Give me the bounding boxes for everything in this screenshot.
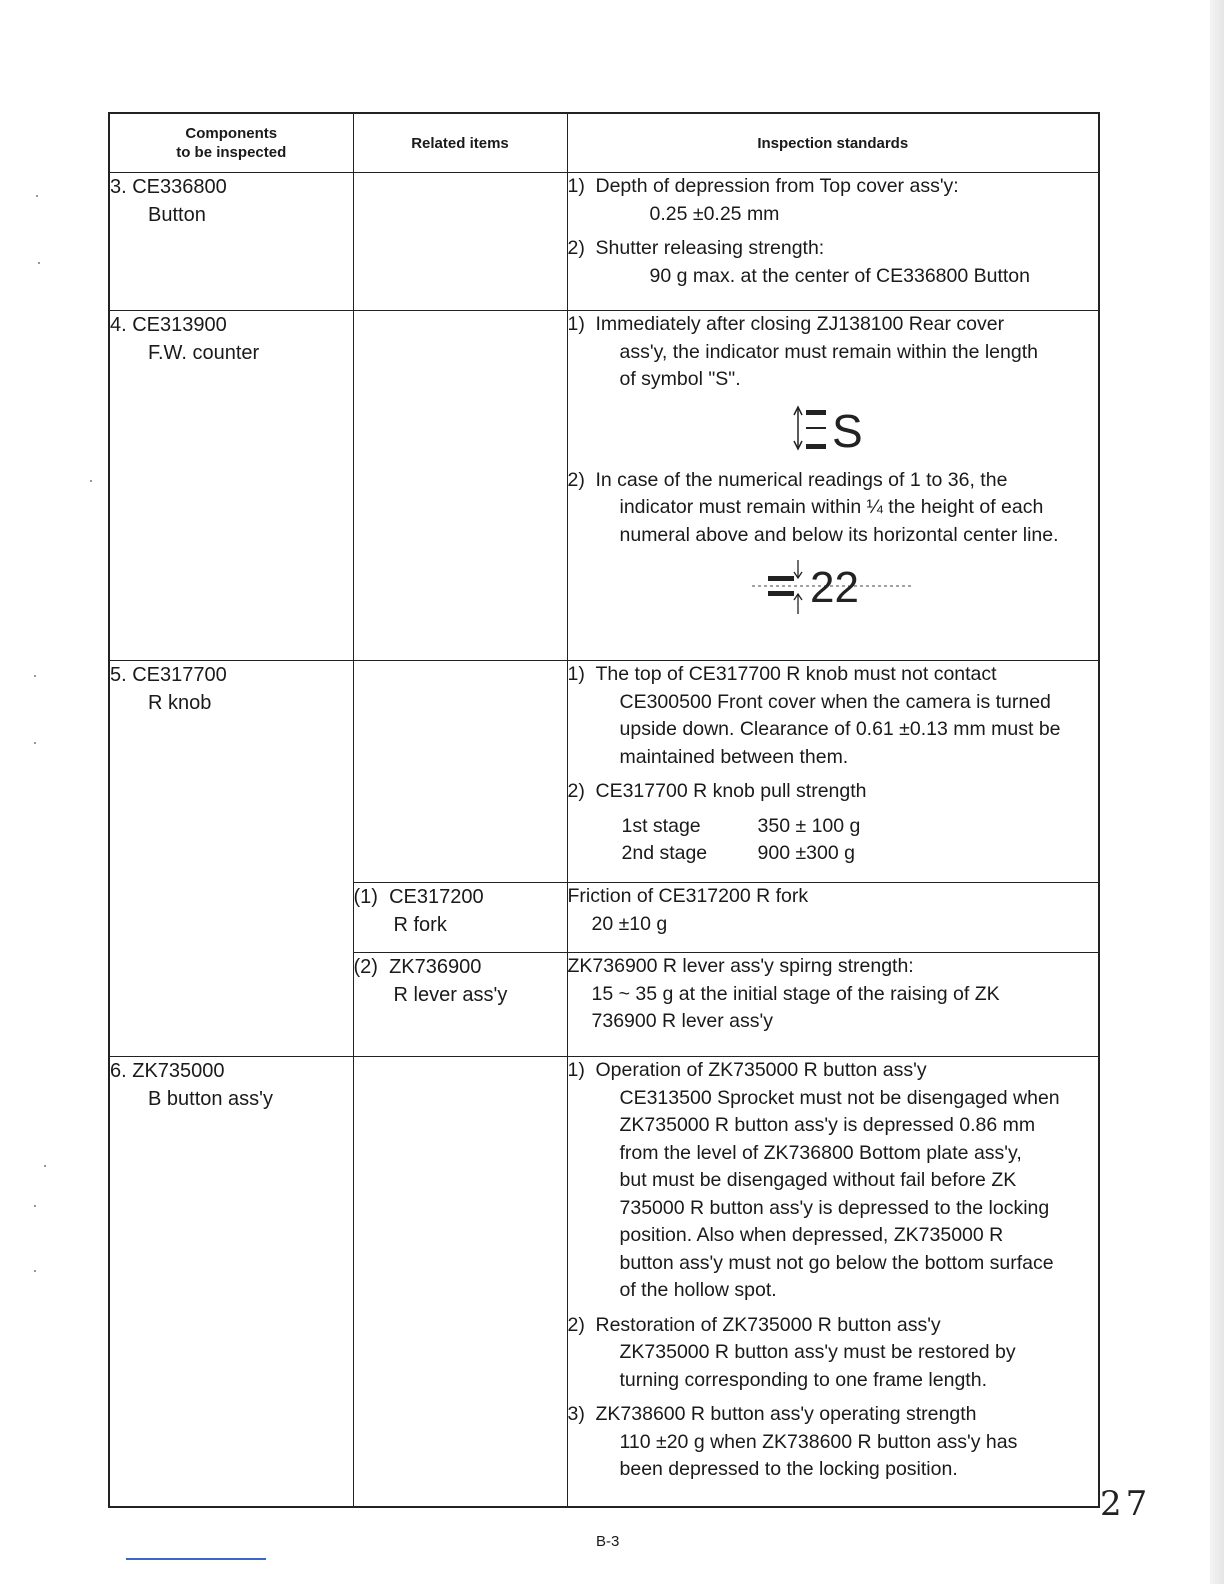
scan-speck xyxy=(34,1205,36,1207)
related-name: R lever ass'y xyxy=(393,984,508,1006)
item-text: ZK736900 R lever ass'y spirng strength: xyxy=(567,955,914,977)
standards-cell xyxy=(567,173,1099,311)
item-text: Immediately after closing ZJ138100 Rear cover xyxy=(595,313,1005,335)
standards-cell xyxy=(567,661,1099,883)
standard-item xyxy=(568,1312,1099,1395)
component-name: F.W. counter xyxy=(148,342,260,364)
item-text: ZK735000 R button ass'y must be restored by xyxy=(619,1341,1016,1363)
related-cell-empty xyxy=(353,173,567,311)
standard-item xyxy=(568,1401,1099,1484)
figure-numeral-indicator xyxy=(568,556,1099,618)
standard-item xyxy=(568,1057,1099,1305)
item-number: 1) xyxy=(567,663,585,685)
item-text: In case of the numerical readings of 1 to 36, the xyxy=(595,468,1008,491)
table-row xyxy=(109,661,1099,883)
item-number: 3) xyxy=(567,1403,585,1425)
standard-item xyxy=(568,778,1099,806)
standard-item xyxy=(568,311,1099,394)
component-name: R knob xyxy=(148,692,212,714)
header-components-line2: to be inspected xyxy=(176,144,287,161)
item-text: turning corresponding to one frame length. xyxy=(619,1368,987,1391)
scan-speck xyxy=(34,1270,36,1272)
standard-item xyxy=(568,173,1099,228)
item-value: 90 g max. at the center of CE336800 Button xyxy=(649,264,1030,287)
item-value: 0.25 ±0.25 mm xyxy=(649,202,780,225)
item-text: 735000 R button ass'y is depressed to the locking xyxy=(619,1196,1050,1219)
item-text: Depth of depression from Top cover ass'y: xyxy=(595,175,959,197)
related-cell-empty xyxy=(353,311,567,661)
standard-item xyxy=(568,467,1099,550)
item-text: CE300500 Front cover when the camera is turned xyxy=(619,690,1051,713)
scan-speck xyxy=(36,195,38,197)
item-text: maintained between them. xyxy=(619,745,849,768)
item-text: The top of CE317700 R knob must not contact xyxy=(595,663,997,685)
item-text: CE317700 R knob pull strength xyxy=(595,780,867,802)
item-text: Restoration of ZK735000 R button ass'y xyxy=(595,1313,941,1336)
numeral-indicator-diagram xyxy=(748,556,918,618)
item-text: 15 ~ 35 g at the initial stage of the raising of ZK xyxy=(591,982,1000,1005)
item-text: ZK738600 R button ass'y operating strength xyxy=(595,1403,977,1425)
related-cell xyxy=(353,953,567,1057)
item-text: 736900 R lever ass'y xyxy=(591,1010,773,1032)
header-components xyxy=(109,113,353,173)
item-text: Friction of CE317200 R fork xyxy=(567,885,809,907)
related-cell-empty xyxy=(353,661,567,883)
header-components-line1: Components xyxy=(185,125,278,142)
table-row xyxy=(109,173,1099,311)
related-name: R fork xyxy=(393,914,447,936)
related-code: ZK736900 xyxy=(389,956,482,978)
related-number: (1) xyxy=(353,886,378,908)
item-number: 2) xyxy=(567,237,585,259)
s-indicator-diagram xyxy=(778,401,888,457)
standard-item xyxy=(568,661,1099,771)
scan-speck xyxy=(34,675,36,677)
stage-label: 2nd stage xyxy=(621,842,708,864)
stage-row xyxy=(568,813,1099,841)
item-text: upside down. Clearance of 0.61 ±0.13 mm must be xyxy=(619,718,1061,740)
standards-cell xyxy=(567,311,1099,661)
stage-label: 1st stage xyxy=(621,814,701,837)
standard-item xyxy=(568,235,1099,290)
item-text: been depressed to the locking position. xyxy=(619,1458,958,1480)
item-text: indicator must remain within ¼ the height of each xyxy=(619,496,1044,518)
indicator-bar xyxy=(806,444,826,449)
figure-s-indicator xyxy=(568,401,1099,457)
scan-speck xyxy=(90,480,92,482)
table-header-row xyxy=(109,113,1099,173)
item-text: of the hollow spot. xyxy=(619,1279,777,1301)
page-code: B-3 xyxy=(596,1533,620,1550)
component-name: Button xyxy=(148,204,206,226)
inspection-table xyxy=(108,112,1100,1508)
item-number: 1) xyxy=(567,175,585,197)
scan-speck xyxy=(44,1165,46,1167)
item-text: position. Also when depressed, ZK735000 R xyxy=(619,1224,1004,1246)
standards-cell xyxy=(567,883,1099,953)
item-text: ZK735000 R button ass'y is depressed 0.86 mm xyxy=(619,1114,1036,1136)
item-number: 2) xyxy=(567,468,585,491)
standards-cell xyxy=(567,1057,1099,1507)
component-cell xyxy=(109,311,353,661)
item-number: 1) xyxy=(567,1059,585,1081)
item-text: button ass'y must not go below the bottom surface xyxy=(619,1251,1054,1274)
component-number: 4. CE313900 xyxy=(110,314,227,336)
component-cell xyxy=(109,661,353,1057)
item-text: of symbol "S". xyxy=(619,368,741,390)
standards-cell xyxy=(567,953,1099,1057)
stage-value: 350 ± 100 g xyxy=(757,814,861,837)
item-text: Operation of ZK735000 R button ass'y xyxy=(595,1059,927,1081)
item-text: but must be disengaged without fail before ZK xyxy=(619,1169,1017,1191)
component-name: B button ass'y xyxy=(148,1088,273,1110)
blue-underline-mark xyxy=(126,1558,266,1560)
item-number: 1) xyxy=(567,313,585,335)
symbol-s: S xyxy=(831,404,863,457)
component-cell xyxy=(109,1057,353,1507)
item-number: 2) xyxy=(567,1313,585,1336)
stage-row xyxy=(568,840,1099,868)
related-cell xyxy=(353,883,567,953)
table-row xyxy=(109,311,1099,661)
scan-speck xyxy=(34,742,36,744)
header-related-items: Related items xyxy=(353,113,567,173)
related-number: (2) xyxy=(353,956,378,978)
component-number: 6. ZK735000 xyxy=(110,1060,225,1082)
item-text: ass'y, the indicator must remain within the length xyxy=(619,340,1038,363)
indicator-bar xyxy=(768,576,794,581)
item-text: Shutter releasing strength: xyxy=(595,237,825,259)
component-cell xyxy=(109,173,353,311)
header-inspection-standards: Inspection standards xyxy=(567,113,1099,173)
item-text: 110 ±20 g when ZK738600 R button ass'y has xyxy=(619,1430,1018,1453)
indicator-bar xyxy=(806,410,826,415)
handwritten-page-number: 27 xyxy=(1100,1484,1152,1524)
component-number: 3. CE336800 xyxy=(110,176,227,198)
related-cell-empty xyxy=(353,1057,567,1507)
component-number: 5. CE317700 xyxy=(110,664,227,686)
related-code: CE317200 xyxy=(389,886,484,908)
stage-value: 900 ±300 g xyxy=(757,842,855,864)
table-row xyxy=(109,1057,1099,1507)
item-text: CE313500 Sprocket must not be disengaged when xyxy=(619,1086,1060,1109)
item-text: from the level of ZK736800 Bottom plate ass'y, xyxy=(619,1141,1022,1164)
indicator-bar xyxy=(768,591,794,596)
item-value: 20 ±10 g xyxy=(591,912,668,935)
item-text: numeral above and below its horizontal center line. xyxy=(619,523,1059,546)
indicator-bar xyxy=(806,427,826,429)
scan-speck xyxy=(38,262,40,264)
item-number: 2) xyxy=(567,780,585,802)
numeral-22: 22 xyxy=(809,563,859,612)
page-edge-shadow xyxy=(1210,0,1224,1584)
